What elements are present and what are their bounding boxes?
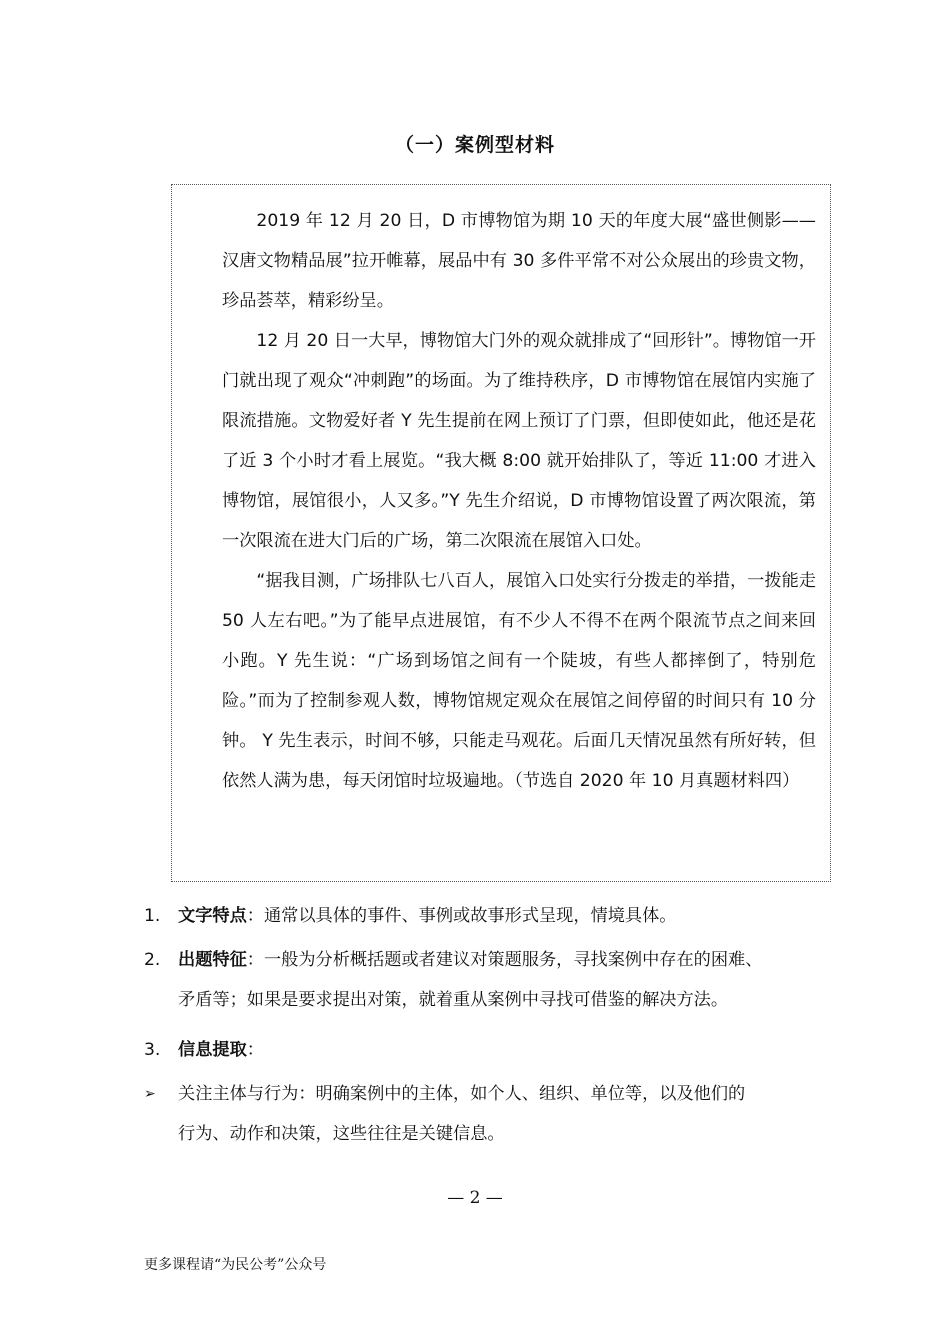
case-paragraph-1: 2019 年 12 月 20 日，D 市博物馆为期 10 天的年度大展“盛世侧影——汉唐文物精品展”拉开帷幕，展品中有 30 多件平常不对公众展出的珍贵文物，珍品荟萃，精彩纷呈。 [222,211,816,311]
case-paragraph-2: 12 月 20 日一大早，博物馆大门外的观众就排成了“回形针”。博物馆一开门就出现了观众“冲刺跑”的场面。为了维持秩序，D 市博物馆在展馆内实施了限流措施。文物爱好者 Y 先生提前在网上预订了门票，但即使如此，他还是花了近 3 个小时才看上展览。“我大概 8:00 就开始排队了，等近 11:00 才进入博物馆，展馆很小，人又多。”Y 先生介绍说，D 市博物馆设置了两次限流，第一次限流在进大门后的广场，第二次限流在展馆入口处。 [222,331,816,551]
point-number: 1. [144,906,161,926]
point-term: 出题特征 [178,950,247,970]
point-term: 文字特点 [178,906,247,926]
section-title: （一）案例型材料 [394,134,555,156]
point-number: 3. [144,1040,161,1060]
point-separator: ： [246,950,264,970]
point-separator: ： [246,906,264,926]
point-text-features [144,896,824,936]
point-question-features [144,940,824,1020]
point-text: 一般为分析概括题或者建议对策题服务，寻找案例中存在的困难、 [263,950,763,970]
footer-promo: 更多课程请“为民公考”公众号 [144,1257,327,1273]
point-separator: ： [246,1040,264,1060]
arrow-bullet-icon: ➢ [144,1086,156,1102]
bullet-text: 关注主体与行为：明确案例中的主体，如个人、组织、单位等，以及他们的 [178,1084,746,1104]
bullet-text-continuation: 行为、动作和决策，这些往往是关键信息。 [178,1124,505,1144]
point-text-continuation: 矛盾等；如果是要求提出对策，就着重从案例中寻找可借鉴的解决方法。 [178,990,729,1010]
case-material-box [171,184,831,882]
point-term: 信息提取 [178,1040,247,1060]
bullet-subject-behavior [144,1074,824,1154]
page-number: — 2 — [447,1188,503,1208]
case-paragraph-3: “据我目测，广场排队七八百人，展馆入口处实行分拨走的举措，一拨能走 50 人左右吧。”为了能早点进展馆，有不少人不得不在两个限流节点之间来回小跑。Y 先生说：“广场到场馆之间有一个陡坡，有些人都摔倒了，特别危险。”而为了控制参观人数，博物馆规定观众在展馆之间停留的时间只有 10 分钟。 Y 先生表示，时间不够，只能走马观花。后面几天情况虽然有所好转，但依然人满为患，每天闭馆时垃圾遍地。（节选自 2020 年 10 月真题材料四） [222,571,816,791]
point-number: 2. [144,950,161,970]
point-info-extraction [144,1030,824,1070]
point-text: 通常以具体的事件、事例或故事形式呈现，情境具体。 [263,906,677,926]
